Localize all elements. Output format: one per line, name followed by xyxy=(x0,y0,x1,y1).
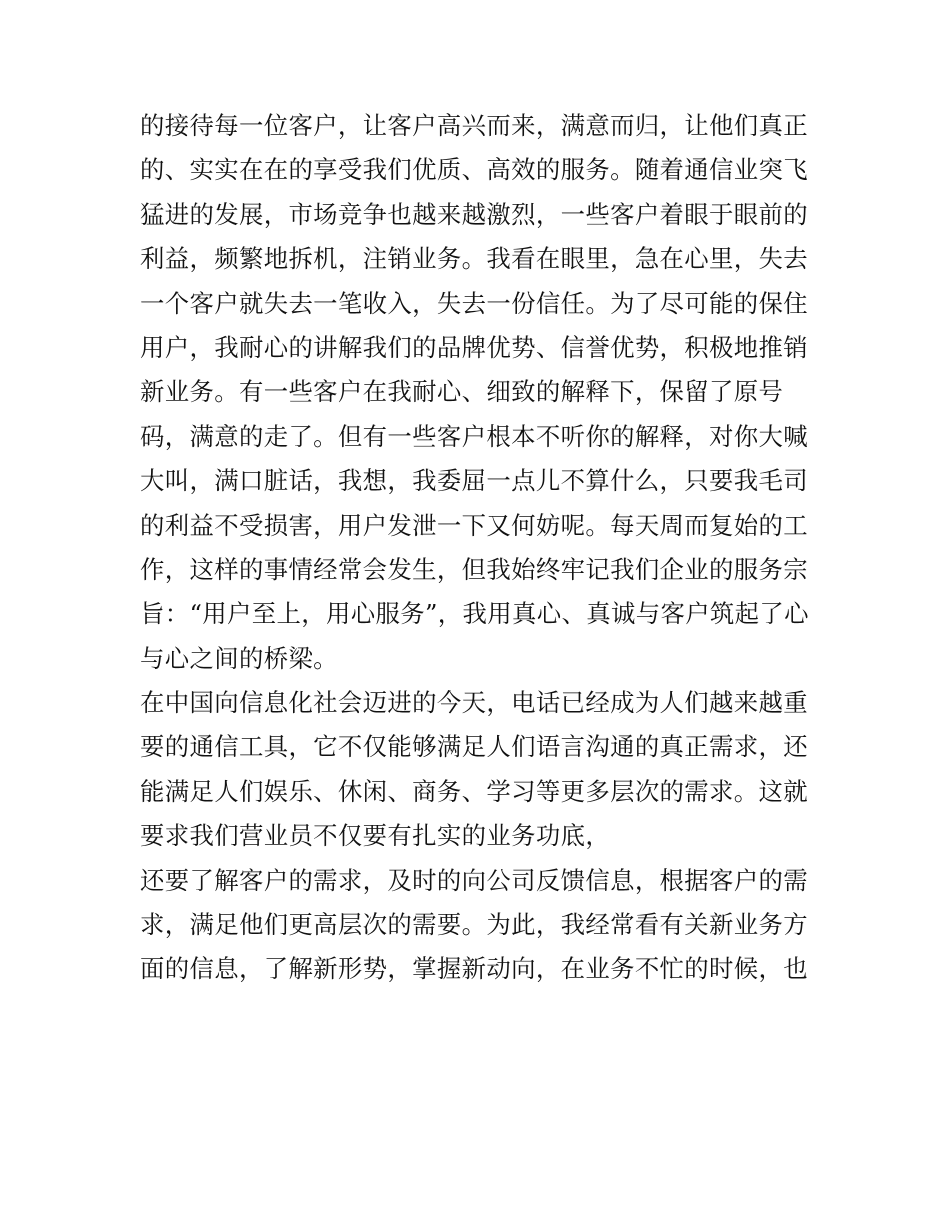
text-line: 要的通信工具，它不仅能够满足人们语言沟通的真正需求，还 xyxy=(140,732,808,762)
text-line: 猛进的发展，市场竞争也越来越激烈，一些客户着眼于眼前的 xyxy=(140,199,808,229)
text-line: 的接待每一位客户，让客户高兴而来，满意而归，让他们真正 xyxy=(140,111,808,140)
text-line: 在中国向信息化社会迈进的今天，电话已经成为人们越来越重 xyxy=(140,688,808,718)
document-body xyxy=(140,104,820,992)
text-line: 能满足人们娱乐、休闲、商务、学习等更多层次的需求。这就 xyxy=(140,776,808,806)
text-line: 旨：“用户至上，用心服务”，我用真心、真诚与客户筑起了心 xyxy=(140,599,809,629)
text-line: 的、实实在在的享受我们优质、高效的服务。随着通信业突飞 xyxy=(140,155,808,185)
text-line: 新业务。有一些客户在我耐心、细致的解释下，保留了原号 xyxy=(140,377,784,407)
text-line: 求，满足他们更高层次的需要。为此，我经常看有关新业务方 xyxy=(140,910,808,940)
text-line: 利益，频繁地拆机，注销业务。我看在眼里，急在心里，失去 xyxy=(140,244,808,274)
text-line: 与心之间的桥梁。 xyxy=(140,643,338,673)
text-line: 的利益不受损害，用户发泄一下又何妨呢。每天周而复始的工 xyxy=(140,510,808,540)
text-line: 要求我们营业员不仅要有扎实的业务功底， xyxy=(140,821,611,851)
text-line: 作，这样的事情经常会发生，但我始终牢记我们企业的服务宗 xyxy=(140,554,808,584)
text-line: 码，满意的走了。但有一些客户根本不听你的解释，对你大喊 xyxy=(140,421,808,451)
text-line: 一个客户就失去一笔收入，失去一份信任。为了尽可能的保住 xyxy=(140,288,808,318)
text-line: 大叫，满口脏话，我想，我委屈一点儿不算什么，只要我毛司 xyxy=(140,466,808,496)
text-line: 用户，我耐心的讲解我们的品牌优势、信誉优势，积极地推销 xyxy=(140,332,808,362)
text-line: 面的信息，了解新形势，掌握新动向，在业务不忙的时候，也 xyxy=(140,954,808,984)
text-line: 还要了解客户的需求，及时的向公司反馈信息，根据客户的需 xyxy=(140,865,808,895)
